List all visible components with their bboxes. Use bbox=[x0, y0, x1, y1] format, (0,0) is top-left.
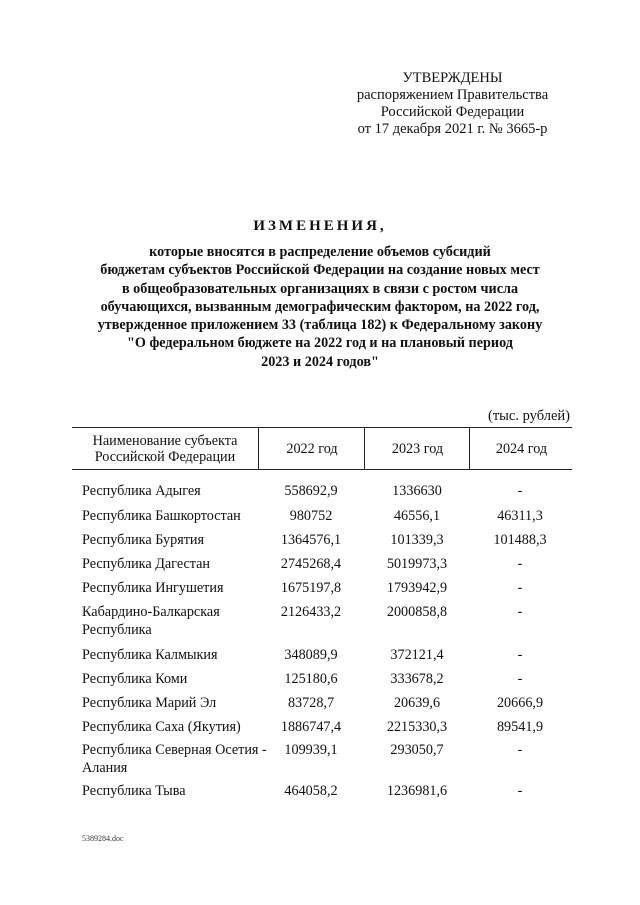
value-2022: 1675197,8 bbox=[280, 580, 342, 596]
value-2022: 558692,9 bbox=[284, 483, 338, 499]
region-name: Республика Марий Эл bbox=[82, 695, 217, 711]
value-2022: 1364576,1 bbox=[280, 532, 342, 548]
units-label: (тыс. рублей) bbox=[488, 408, 570, 424]
value-2024: - bbox=[517, 742, 523, 758]
value-2024: - bbox=[517, 483, 523, 499]
header-2023: 2023 год bbox=[364, 428, 470, 469]
value-2023: 1236981,6 bbox=[386, 783, 448, 799]
region-name: Кабардино-Балкарская Республика bbox=[82, 604, 220, 638]
value-2022: 109939,1 bbox=[284, 742, 338, 758]
subtitle-line: 2023 и 2024 годов" bbox=[261, 353, 379, 370]
approval-block bbox=[330, 70, 575, 138]
approval-heading: УТВЕРЖДЕНЫ bbox=[402, 70, 503, 86]
value-2023: 5019973,3 bbox=[386, 556, 448, 572]
approval-line: распоряжением Правительства bbox=[356, 87, 549, 103]
value-2023: 372121,4 bbox=[390, 647, 444, 663]
approval-line: Российской Федерации bbox=[380, 104, 525, 120]
value-2024: 89541,9 bbox=[496, 719, 544, 735]
value-2022: 2126433,2 bbox=[280, 604, 342, 620]
header-2022: 2022 год bbox=[258, 428, 365, 469]
value-2024: - bbox=[517, 647, 523, 663]
value-2023: 46556,1 bbox=[393, 508, 441, 524]
subtitle-line: бюджетам субъектов Российской Федерации на создание новых мест bbox=[100, 262, 540, 279]
value-2022: 1886747,4 bbox=[280, 719, 342, 735]
document-subtitle bbox=[60, 243, 580, 371]
value-2022: 464058,2 bbox=[284, 783, 338, 799]
value-2024: 20666,9 bbox=[496, 695, 544, 711]
subtitle-line: утвержденное приложением 33 (таблица 182) к Федеральному закону bbox=[97, 317, 543, 334]
document-file-code: 5389284.doc bbox=[82, 834, 124, 843]
approval-date: от 17 декабря 2021 г. № 3665-р bbox=[357, 121, 548, 137]
value-2024: - bbox=[517, 556, 523, 572]
region-name: Республика Башкортостан bbox=[82, 508, 241, 524]
value-2022: 348089,9 bbox=[284, 647, 338, 663]
subtitle-line: "О федеральном бюджете на 2022 год и на плановый период bbox=[127, 335, 513, 352]
region-name: Республика Дагестан bbox=[82, 556, 211, 572]
subtitle-line: которые вносятся в распределение объемов субсидий bbox=[149, 244, 491, 260]
region-name: Республика Адыгея bbox=[82, 483, 201, 499]
document-title: ИЗМЕНЕНИЯ, bbox=[253, 218, 387, 234]
value-2023: 1793942,9 bbox=[386, 580, 448, 596]
table-header bbox=[72, 427, 572, 470]
value-2023: 20639,6 bbox=[393, 695, 441, 711]
value-2024: - bbox=[517, 580, 523, 596]
value-2023: 101339,3 bbox=[390, 532, 444, 548]
subtitle-line: в общеобразовательных организациях в связи с ростом числа bbox=[121, 280, 519, 297]
value-2023: 2000858,8 bbox=[386, 604, 448, 620]
region-name: Республика Бурятия bbox=[82, 532, 205, 548]
value-2022: 125180,6 bbox=[284, 671, 338, 687]
value-2023: 333678,2 bbox=[390, 671, 444, 687]
value-2022: 83728,7 bbox=[287, 695, 335, 711]
value-2024: - bbox=[517, 783, 523, 799]
region-name: Республика Калмыкия bbox=[82, 647, 218, 663]
value-2022: 2745268,4 bbox=[280, 556, 342, 572]
region-name: Республика Тыва bbox=[82, 783, 186, 799]
value-2023: 2215330,3 bbox=[386, 719, 448, 735]
region-name: Республика Северная Осетия - Алания bbox=[82, 742, 267, 776]
value-2023: 293050,7 bbox=[390, 742, 444, 758]
region-name: Республика Саха (Якутия) bbox=[82, 719, 241, 735]
value-2023: 1336630 bbox=[392, 483, 442, 499]
subtitle-line: обучающихся, вызванным демографическим фактором, на 2022 год, bbox=[100, 298, 540, 315]
region-name: Республика Коми bbox=[82, 671, 188, 687]
header-2024: 2024 год bbox=[469, 428, 573, 469]
value-2024: - bbox=[517, 604, 523, 620]
value-2024: 46311,3 bbox=[497, 508, 543, 524]
value-2022: 980752 bbox=[289, 508, 333, 524]
region-name: Республика Ингушетия bbox=[82, 580, 224, 596]
value-2024: - bbox=[517, 671, 523, 687]
header-region: Наименование субъекта Российской Федерации bbox=[92, 432, 238, 465]
value-2024: 101488,3 bbox=[493, 532, 547, 548]
